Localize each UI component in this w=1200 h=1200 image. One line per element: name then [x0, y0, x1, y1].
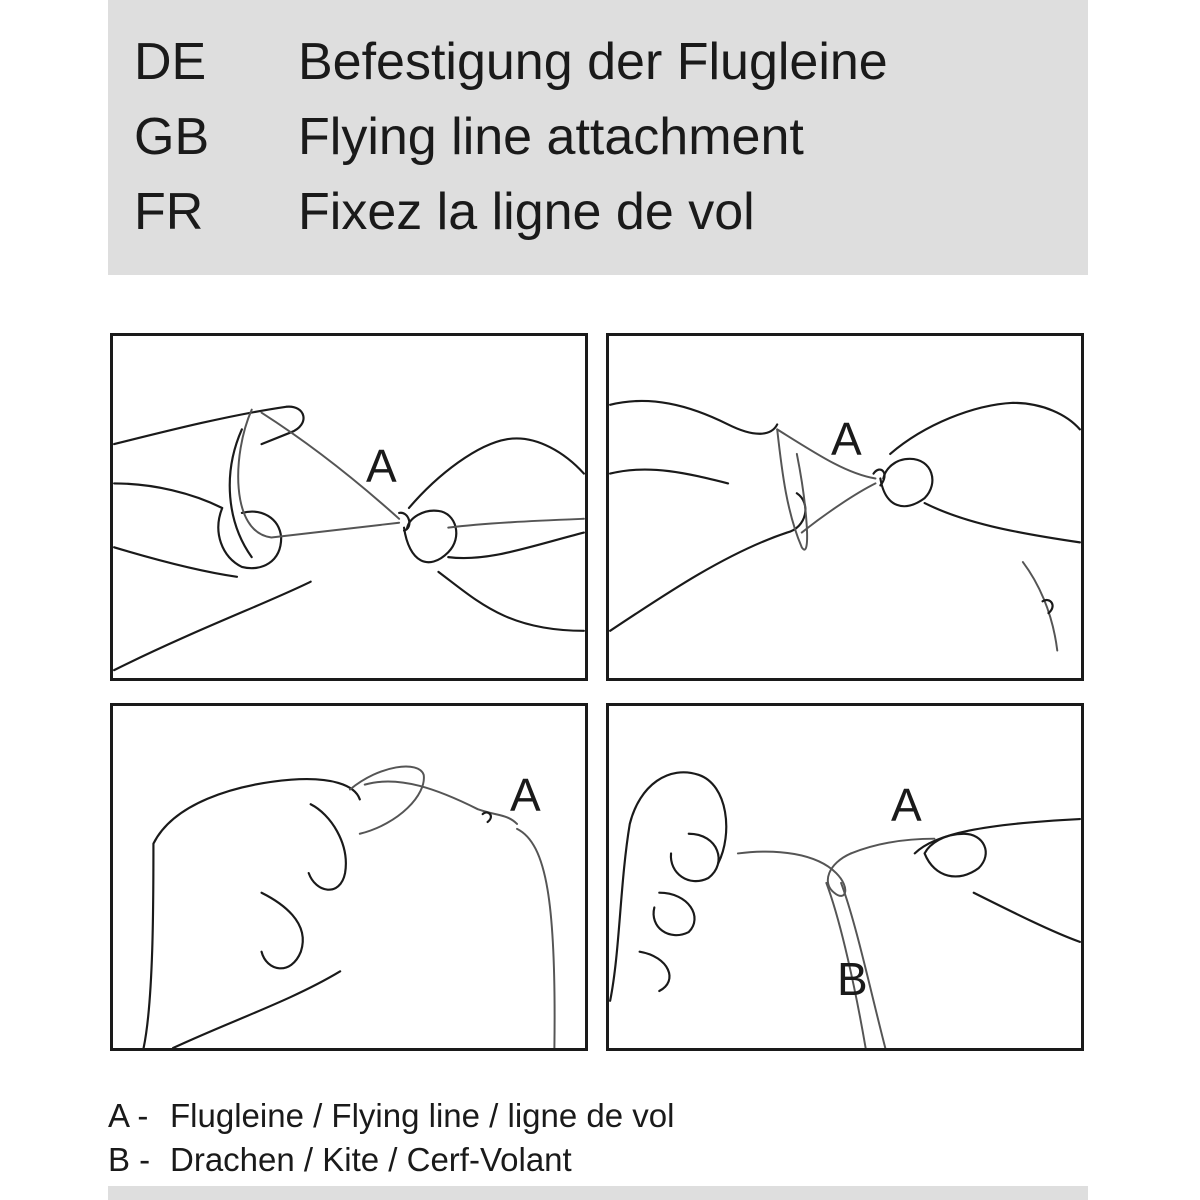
illustration-panel-4 [606, 703, 1084, 1051]
label-a: A [510, 769, 541, 821]
hands-tying-knot-icon [113, 706, 585, 1048]
hands-tying-knot-icon [113, 336, 585, 678]
legend-key: A - [108, 1097, 149, 1134]
footer-bar [108, 1186, 1088, 1200]
header-title: Fixez la ligne de vol [298, 183, 755, 241]
label-a: A [831, 413, 862, 465]
illustration-panel-3 [110, 703, 588, 1051]
language-code: GB [134, 108, 210, 166]
legend-text: Drachen / Kite / Cerf-Volant [170, 1141, 572, 1178]
language-code: FR [134, 183, 204, 241]
language-code: DE [134, 33, 207, 91]
header-title: Befestigung der Flugleine [298, 33, 888, 91]
legend-key: B - [108, 1141, 151, 1178]
label-a: A [891, 779, 922, 831]
label-b: B [837, 953, 868, 1005]
label-a: A [366, 440, 397, 492]
header-title: Flying line attachment [298, 108, 804, 166]
illustration-panel-2 [606, 333, 1084, 681]
legend-text: Flugleine / Flying line / ligne de vol [170, 1097, 675, 1134]
illustration-panel-1 [110, 333, 588, 681]
title-header [108, 0, 1088, 275]
hands-tying-knot-icon [609, 336, 1081, 678]
